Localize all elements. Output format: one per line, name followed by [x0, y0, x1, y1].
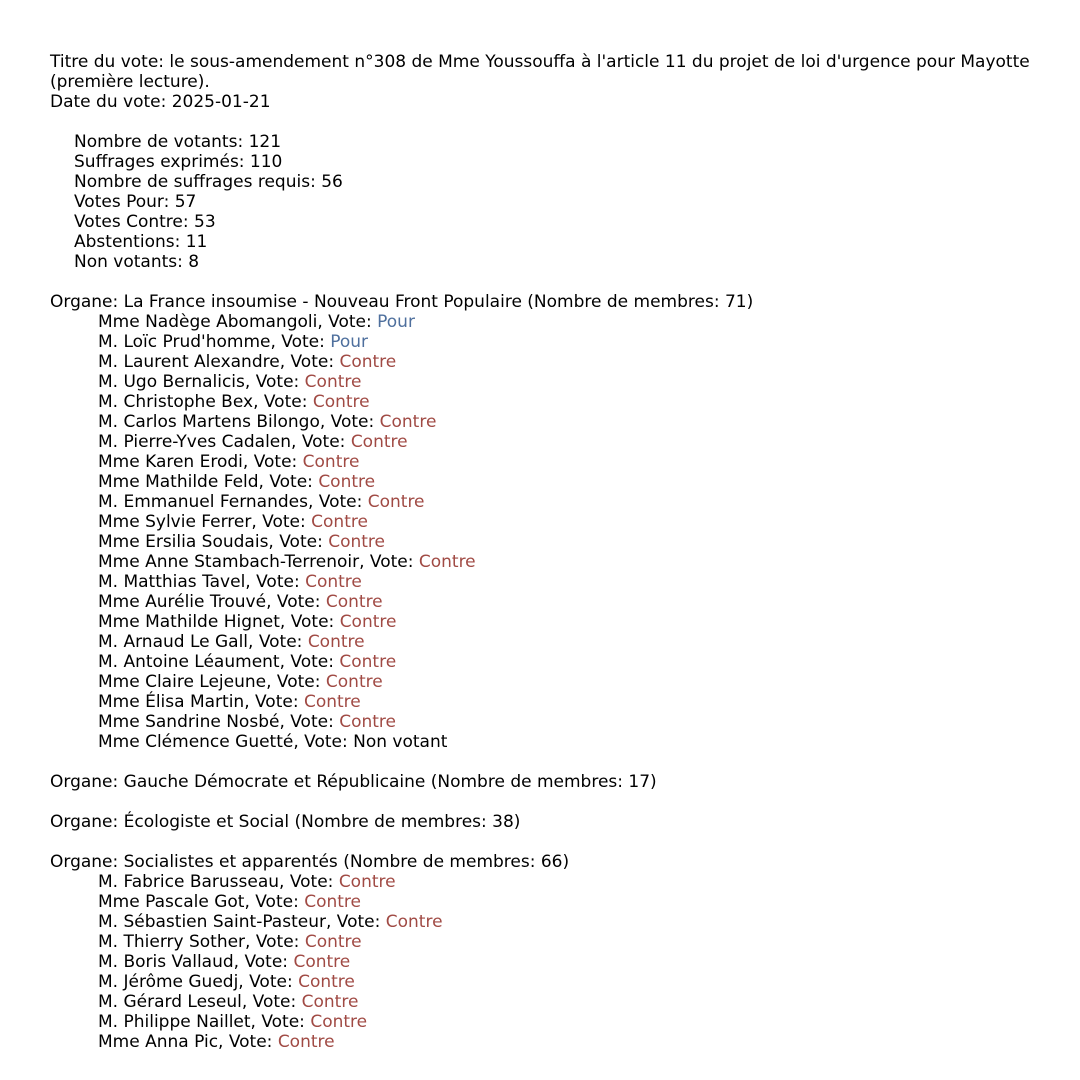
member-vote-pour: Pour — [377, 312, 415, 332]
member-row — [50, 932, 1080, 952]
member-vote-contre: Contre — [325, 592, 383, 612]
spacer — [50, 752, 1080, 772]
vote-date: Date du vote: 2025-01-21 — [50, 92, 271, 112]
member-name: Mme Anna Pic, Vote: — [98, 1032, 278, 1052]
member-row — [50, 532, 1080, 552]
member-row — [50, 632, 1080, 652]
member-name: M. Boris Vallaud, Vote: — [98, 952, 294, 972]
member-vote-contre: Contre — [339, 612, 397, 632]
member-name: Mme Pascale Got, Vote: — [98, 892, 305, 912]
organe-header: Organe: Gauche Démocrate et Républicaine (Nombre de membres: 17) — [50, 772, 657, 792]
stat-votes-contre: Votes Contre: 53 — [74, 212, 216, 232]
member-vote-nonvotant: Non votant — [353, 732, 448, 752]
member-name: Mme Anne Stambach-Terrenoir, Vote: — [98, 552, 419, 572]
member-row — [50, 612, 1080, 632]
member-vote-contre: Contre — [302, 452, 360, 472]
member-vote-contre: Contre — [304, 932, 362, 952]
member-row — [50, 692, 1080, 712]
organes-list — [50, 272, 1080, 1052]
member-name: M. Fabrice Barusseau, Vote: — [98, 872, 339, 892]
member-name: M. Philippe Naillet, Vote: — [98, 1012, 311, 1032]
member-vote-contre: Contre — [312, 392, 370, 412]
member-row — [50, 512, 1080, 532]
member-vote-contre: Contre — [367, 492, 425, 512]
member-vote-contre: Contre — [339, 352, 397, 372]
member-name: M. Matthias Tavel, Vote: — [98, 572, 306, 592]
member-row — [50, 592, 1080, 612]
member-name: M. Loïc Prud'homme, Vote: — [98, 332, 331, 352]
member-name: Mme Élisa Martin, Vote: — [98, 692, 304, 712]
stat-votes-pour: Votes Pour: 57 — [74, 192, 197, 212]
member-name: Mme Ersilia Soudais, Vote: — [98, 532, 329, 552]
member-vote-contre: Contre — [304, 372, 362, 392]
member-name: M. Carlos Martens Bilongo, Vote: — [98, 412, 380, 432]
member-name: M. Christophe Bex, Vote: — [98, 392, 313, 412]
member-name: M. Jérôme Guedj, Vote: — [98, 972, 299, 992]
member-row — [50, 892, 1080, 912]
member-row — [50, 952, 1080, 972]
vote-stats — [50, 132, 1080, 272]
member-name: Mme Sandrine Nosbé, Vote: — [98, 712, 340, 732]
member-name: Mme Aurélie Trouvé, Vote: — [98, 592, 326, 612]
spacer — [50, 272, 1080, 292]
member-vote-contre: Contre — [338, 872, 396, 892]
stat-votants: Nombre de votants: 121 — [74, 132, 282, 152]
member-row — [50, 332, 1080, 352]
member-name: M. Laurent Alexandre, Vote: — [98, 352, 340, 372]
member-row — [50, 712, 1080, 732]
member-vote-contre: Contre — [305, 572, 362, 592]
member-name: M. Gérard Leseul, Vote: — [98, 992, 302, 1012]
member-row — [50, 552, 1080, 572]
spacer — [50, 112, 1080, 132]
member-vote-contre: Contre — [339, 652, 397, 672]
member-vote-contre: Contre — [311, 512, 368, 532]
member-name: Mme Clémence Guetté, Vote: — [98, 732, 354, 752]
spacer — [50, 792, 1080, 812]
member-row — [50, 1032, 1080, 1052]
organe-section — [50, 812, 1080, 832]
organe-header: Organe: Écologiste et Social (Nombre de membres: 38) — [50, 812, 521, 832]
vote-title-line-2: (première lecture). — [50, 72, 210, 92]
member-row — [50, 652, 1080, 672]
member-vote-pour: Pour — [330, 332, 369, 352]
member-name: Mme Sylvie Ferrer, Vote: — [98, 512, 312, 532]
member-vote-contre: Contre — [350, 432, 408, 452]
member-vote-contre: Contre — [385, 912, 443, 932]
member-row — [50, 1012, 1080, 1032]
organe-section — [50, 772, 1080, 792]
member-name: Mme Mathilde Feld, Vote: — [98, 472, 319, 492]
vote-title-line-1: Titre du vote: le sous-amendement n°308 de Mme Youssouffa à l'article 11 du projet de loi d'urgence pour Mayotte — [50, 52, 1030, 72]
member-row — [50, 992, 1080, 1012]
member-name: M. Emmanuel Fernandes, Vote: — [98, 492, 368, 512]
member-name: Mme Claire Lejeune, Vote: — [98, 672, 326, 692]
member-name: Mme Karen Erodi, Vote: — [98, 452, 303, 472]
stat-non-votants: Non votants: 8 — [74, 252, 200, 272]
vote-document — [50, 52, 1080, 1052]
organe-section — [50, 292, 1080, 752]
organe-section — [50, 852, 1080, 1052]
member-row — [50, 492, 1080, 512]
member-vote-contre: Contre — [339, 712, 397, 732]
member-vote-contre: Contre — [310, 1012, 368, 1032]
member-row — [50, 872, 1080, 892]
member-name: M. Thierry Sother, Vote: — [98, 932, 305, 952]
member-vote-contre: Contre — [325, 672, 383, 692]
member-row — [50, 672, 1080, 692]
member-row — [50, 972, 1080, 992]
member-name: M. Sébastien Saint-Pasteur, Vote: — [98, 912, 386, 932]
stat-suffrages-requis: Nombre de suffrages requis: 56 — [74, 172, 343, 192]
organe-header: Organe: Socialistes et apparentés (Nombre de membres: 66) — [50, 852, 570, 872]
member-row — [50, 572, 1080, 592]
spacer — [50, 832, 1080, 852]
member-row — [50, 312, 1080, 332]
member-name: M. Antoine Léaument, Vote: — [98, 652, 340, 672]
member-name: Mme Nadège Abomangoli, Vote: — [98, 312, 378, 332]
member-vote-contre: Contre — [307, 632, 365, 652]
member-vote-contre: Contre — [298, 972, 355, 992]
member-row — [50, 352, 1080, 372]
member-row — [50, 472, 1080, 492]
member-row — [50, 412, 1080, 432]
member-vote-contre: Contre — [304, 892, 362, 912]
stat-abstentions: Abstentions: 11 — [74, 232, 208, 252]
member-vote-contre: Contre — [293, 952, 351, 972]
member-row — [50, 432, 1080, 452]
member-name: M. Ugo Bernalicis, Vote: — [98, 372, 305, 392]
member-vote-contre: Contre — [277, 1032, 335, 1052]
member-vote-contre: Contre — [318, 472, 376, 492]
member-row — [50, 452, 1080, 472]
member-row — [50, 392, 1080, 412]
member-name: M. Arnaud Le Gall, Vote: — [98, 632, 308, 652]
member-row — [50, 732, 1080, 752]
member-row — [50, 372, 1080, 392]
member-row — [50, 912, 1080, 932]
member-vote-contre: Contre — [328, 532, 385, 552]
member-name: Mme Mathilde Hignet, Vote: — [98, 612, 340, 632]
organe-header: Organe: La France insoumise - Nouveau Front Populaire (Nombre de membres: 71) — [50, 292, 754, 312]
member-name: M. Pierre-Yves Cadalen, Vote: — [98, 432, 351, 452]
member-vote-contre: Contre — [418, 552, 476, 572]
member-vote-contre: Contre — [303, 692, 361, 712]
member-vote-contre: Contre — [379, 412, 437, 432]
stat-suffrages-exprimes: Suffrages exprimés: 110 — [74, 152, 283, 172]
member-vote-contre: Contre — [301, 992, 359, 1012]
